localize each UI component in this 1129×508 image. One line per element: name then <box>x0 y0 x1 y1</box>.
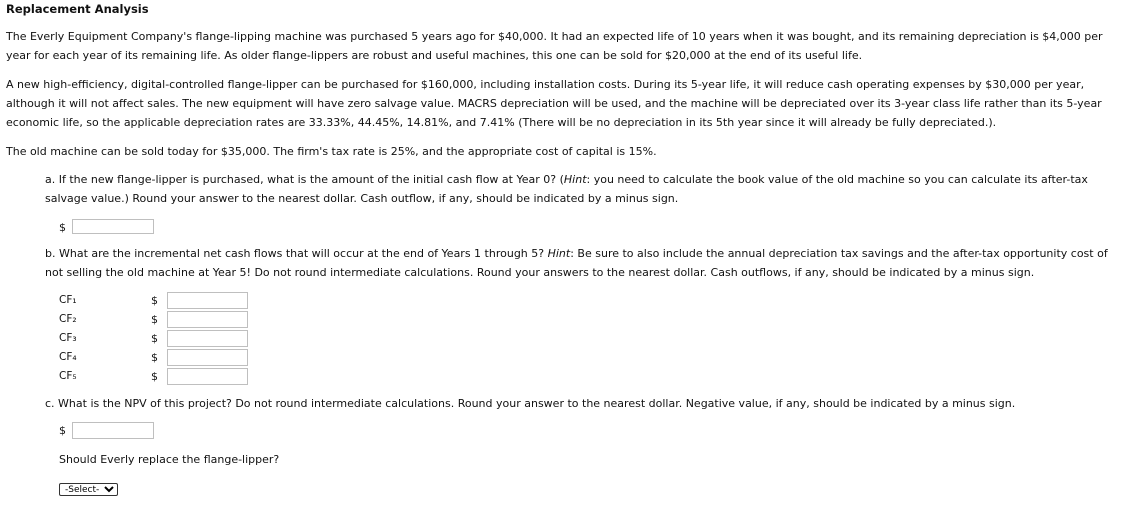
question-a-currency: $ <box>59 221 66 234</box>
npv-input[interactable] <box>72 422 154 439</box>
cf1-input[interactable] <box>167 292 248 309</box>
question-c-currency: $ <box>59 424 66 437</box>
question-a-text: a. If the new flange-lipper is purchased, what is the amount of the initial cash flow at Year 0? (Hint: you need to calculate the book value of the old machine so you can calculate its after-tax salvage value.) Round your answer to the nearest dollar. Cash outflow, if any, should be indicated by a minus sign. <box>45 173 1088 205</box>
cf5-label: CF₅ <box>59 370 77 382</box>
cf5-input[interactable] <box>167 368 248 385</box>
cf2-currency: $ <box>151 313 158 326</box>
cf3-label: CF₃ <box>59 332 77 344</box>
intro-paragraph-1: The Everly Equipment Company's flange-lipping machine was purchased 5 years ago for $40,000. It had an expected life of 10 years when it was bought, and its remaining depreciation is $4,000 per year for each year of its remaining life. As older flange-lippers are robust and useful machines, this one can be sold for $20,000 at the end of its useful life. <box>6 30 1103 62</box>
cf4-currency: $ <box>151 351 158 364</box>
cf4-input[interactable] <box>167 349 248 366</box>
intro-paragraph-2: A new high-efficiency, digital-controlled flange-lipper can be purchased for $160,000, including installation costs. During its 5-year life, it will reduce cash operating expenses by $30,000 per year, although it will not affect sales. The new equipment will have zero salvage value. MACRS depreciation will be used, and the machine will be depreciated over its 3-year class life rather than its 5-year economic life, so the applicable depreciation rates are 33.33%, 44.45%, 14.81%, and 7.41% (There will be no depreciation in its 5th year since it will already be fully depreciated.). <box>6 78 1102 129</box>
intro-paragraph-3: The old machine can be sold today for $35,000. The firm's tax rate is 25%, and the appropriate cost of capital is 15%. <box>6 145 657 158</box>
cf2-label: CF₂ <box>59 313 77 325</box>
question-c-text: c. What is the NPV of this project? Do not round intermediate calculations. Round your answer to the nearest dollar. Negative value, if any, should be indicated by a minus sign. <box>45 397 1016 410</box>
cf1-label: CF₁ <box>59 294 77 306</box>
cf3-currency: $ <box>151 332 158 345</box>
cf2-input[interactable] <box>167 311 248 328</box>
cf1-currency: $ <box>151 294 158 307</box>
cf3-input[interactable] <box>167 330 248 347</box>
initial-cash-flow-input[interactable] <box>72 219 154 234</box>
replace-decision-select[interactable] <box>59 483 118 496</box>
replace-question-text: Should Everly replace the flange-lipper? <box>59 453 280 466</box>
page-title: Replacement Analysis <box>6 2 149 16</box>
cf5-currency: $ <box>151 370 158 383</box>
question-b-text: b. What are the incremental net cash flows that will occur at the end of Years 1 through 5? Hint: Be sure to also include the annual depreciation tax savings and the after-tax opportunity cost of not selling the old machine at Year 5! Do not round intermediate calculations. Round your answers to the nearest dollar. Cash outflows, if any, should be indicated by a minus sign. <box>45 247 1108 279</box>
cf4-label: CF₄ <box>59 351 77 363</box>
